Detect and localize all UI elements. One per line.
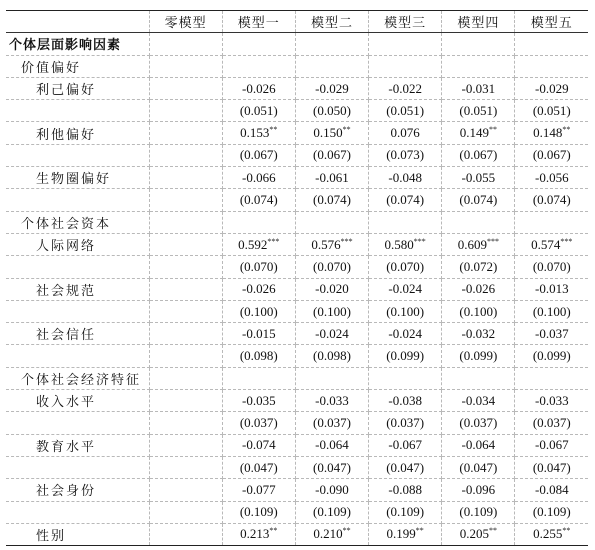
coefficient-value: 0.205 <box>459 526 489 542</box>
coefficient-value: -0.066 <box>241 169 276 185</box>
empty-cell <box>295 55 368 77</box>
empty-cell <box>295 367 368 389</box>
significance-stars: *** <box>413 236 426 246</box>
std-error-row <box>6 100 588 122</box>
coefficient-cell <box>149 167 222 189</box>
std-error-cell: (0.109) <box>369 501 442 523</box>
coefficient-cell <box>149 390 222 412</box>
coefficient-cell <box>222 523 295 545</box>
coefficient-cell <box>149 479 222 501</box>
coefficient-value: 0.199 <box>386 526 416 542</box>
header-corner <box>6 11 149 33</box>
coefficient-cell <box>222 278 295 300</box>
coefficient-cell <box>515 323 588 345</box>
std-error-row <box>6 300 588 322</box>
coefficient-cell <box>222 323 295 345</box>
std-error-cell: (0.070) <box>295 256 368 278</box>
std-error-cell <box>149 256 222 278</box>
coefficient-value: -0.020 <box>315 281 349 297</box>
std-error-cell: (0.070) <box>515 256 588 278</box>
std-error-cell: (0.100) <box>222 300 295 322</box>
significance-stars: ** <box>269 125 278 135</box>
std-error-cell: (0.037) <box>295 412 368 434</box>
coefficient-cell <box>442 122 515 144</box>
coefficient-value: -0.015 <box>241 325 276 341</box>
coefficient-cell <box>515 77 588 99</box>
std-error-row <box>6 256 588 278</box>
coefficient-cell <box>295 167 368 189</box>
empty-cell <box>149 367 222 389</box>
coefficient-value: -0.035 <box>241 392 276 408</box>
empty-label-cell <box>6 189 149 211</box>
coefficient-cell <box>295 523 368 545</box>
coefficient-cell <box>369 523 442 545</box>
significance-stars: ** <box>415 526 424 536</box>
coefficient-row <box>6 323 588 345</box>
variable-label: 社会信任 <box>6 323 149 345</box>
empty-cell <box>295 33 368 55</box>
std-error-cell: (0.070) <box>369 256 442 278</box>
variable-label: 社会规范 <box>6 278 149 300</box>
coefficient-row <box>6 523 588 545</box>
std-error-cell: (0.100) <box>442 300 515 322</box>
coefficient-value: -0.077 <box>241 481 276 497</box>
std-error-cell <box>149 144 222 166</box>
table-body <box>6 33 588 546</box>
coefficient-value: -0.022 <box>388 80 422 96</box>
std-error-cell: (0.109) <box>222 501 295 523</box>
section-row <box>6 211 588 233</box>
coefficient-cell <box>295 390 368 412</box>
coefficient-value: -0.033 <box>315 392 349 408</box>
significance-stars: ** <box>562 125 571 135</box>
std-error-cell: (0.100) <box>515 300 588 322</box>
significance-stars: ** <box>562 526 571 536</box>
coefficient-value: -0.033 <box>534 392 569 408</box>
coefficient-cell <box>515 278 588 300</box>
std-error-cell: (0.051) <box>369 100 442 122</box>
std-error-cell: (0.072) <box>442 256 515 278</box>
coefficient-value: -0.056 <box>534 169 569 185</box>
coefficient-value: 0.153 <box>240 125 270 141</box>
coefficient-value: -0.034 <box>461 392 496 408</box>
coefficient-value: -0.064 <box>315 437 349 453</box>
section-label: 个体社会资本 <box>6 211 149 233</box>
coefficient-value: -0.024 <box>315 325 349 341</box>
coefficient-cell <box>442 233 515 255</box>
variable-label: 利己偏好 <box>6 77 149 99</box>
std-error-cell: (0.098) <box>295 345 368 367</box>
coefficient-value: -0.032 <box>461 325 496 341</box>
coefficient-row <box>6 233 588 255</box>
coefficient-cell <box>222 77 295 99</box>
std-error-cell: (0.100) <box>295 300 368 322</box>
empty-cell <box>515 211 588 233</box>
significance-stars: ** <box>342 125 351 135</box>
coefficient-value: -0.026 <box>241 80 276 96</box>
significance-stars: ** <box>488 526 497 536</box>
std-error-cell: (0.109) <box>295 501 368 523</box>
std-error-row <box>6 345 588 367</box>
coefficient-cell <box>515 167 588 189</box>
coefficient-cell <box>369 77 442 99</box>
std-error-cell: (0.070) <box>222 256 295 278</box>
coefficient-cell <box>369 323 442 345</box>
coefficient-value: -0.074 <box>241 437 276 453</box>
coefficient-value: -0.029 <box>315 80 349 96</box>
std-error-cell: (0.067) <box>442 144 515 166</box>
std-error-cell: (0.047) <box>222 456 295 478</box>
std-error-cell <box>149 100 222 122</box>
empty-cell <box>515 33 588 55</box>
section-row <box>6 367 588 389</box>
std-error-cell: (0.073) <box>369 144 442 166</box>
coefficient-cell <box>295 278 368 300</box>
coefficient-cell <box>369 390 442 412</box>
coefficient-cell <box>369 434 442 456</box>
std-error-cell: (0.047) <box>442 456 515 478</box>
variable-label: 社会身份 <box>6 479 149 501</box>
coefficient-value: -0.055 <box>461 169 496 185</box>
coefficient-value: -0.026 <box>461 281 496 297</box>
empty-cell <box>369 367 442 389</box>
std-error-cell: (0.109) <box>442 501 515 523</box>
coefficient-cell <box>369 479 442 501</box>
coefficient-cell <box>442 390 515 412</box>
std-error-cell: (0.067) <box>295 144 368 166</box>
std-error-cell: (0.100) <box>369 300 442 322</box>
coefficient-value: -0.088 <box>388 481 422 497</box>
coefficient-value: -0.096 <box>461 481 496 497</box>
coefficient-cell <box>295 122 368 144</box>
std-error-cell: (0.037) <box>222 412 295 434</box>
coefficient-row <box>6 122 588 144</box>
coefficient-cell <box>149 278 222 300</box>
empty-cell <box>369 55 442 77</box>
header-null-model: 零模型 <box>149 11 222 33</box>
std-error-cell: (0.099) <box>369 345 442 367</box>
coefficient-value: 0.148 <box>533 125 563 141</box>
coefficient-value: -0.048 <box>388 169 422 185</box>
empty-cell <box>442 55 515 77</box>
coefficient-cell <box>369 122 442 144</box>
coefficient-row <box>6 479 588 501</box>
coefficient-row <box>6 434 588 456</box>
std-error-row <box>6 501 588 523</box>
empty-cell <box>515 367 588 389</box>
empty-cell <box>442 211 515 233</box>
coefficient-value: -0.037 <box>534 325 569 341</box>
coefficient-value: 0.076 <box>390 125 420 141</box>
header-model-4: 模型四 <box>442 11 515 33</box>
std-error-cell <box>149 300 222 322</box>
header-model-5: 模型五 <box>515 11 588 33</box>
coefficient-row <box>6 167 588 189</box>
std-error-row <box>6 456 588 478</box>
std-error-cell: (0.098) <box>222 345 295 367</box>
coefficient-value: -0.029 <box>534 80 569 96</box>
std-error-cell: (0.051) <box>222 100 295 122</box>
std-error-cell: (0.099) <box>515 345 588 367</box>
coefficient-cell <box>295 233 368 255</box>
coefficient-value: 0.255 <box>533 526 563 542</box>
empty-cell <box>515 55 588 77</box>
std-error-cell: (0.074) <box>295 189 368 211</box>
coefficient-cell <box>442 167 515 189</box>
coefficient-cell <box>222 122 295 144</box>
std-error-cell <box>149 345 222 367</box>
coefficient-cell <box>515 122 588 144</box>
empty-label-cell <box>6 345 149 367</box>
empty-label-cell <box>6 412 149 434</box>
coefficient-value: 0.150 <box>313 125 343 141</box>
empty-cell <box>222 211 295 233</box>
empty-label-cell <box>6 100 149 122</box>
header-model-3: 模型三 <box>369 11 442 33</box>
empty-label-cell <box>6 300 149 322</box>
empty-cell <box>222 33 295 55</box>
std-error-cell: (0.047) <box>369 456 442 478</box>
coefficient-value: 0.574 <box>531 236 561 252</box>
coefficient-cell <box>149 434 222 456</box>
empty-cell <box>369 211 442 233</box>
coefficient-value: -0.090 <box>315 481 349 497</box>
header-row <box>6 11 588 33</box>
std-error-cell: (0.074) <box>369 189 442 211</box>
empty-cell <box>369 33 442 55</box>
coefficient-cell <box>369 278 442 300</box>
significance-stars: *** <box>486 236 499 246</box>
coefficient-cell <box>222 233 295 255</box>
std-error-cell: (0.067) <box>515 144 588 166</box>
coefficient-cell <box>149 77 222 99</box>
coefficient-cell <box>222 167 295 189</box>
coefficient-cell <box>369 233 442 255</box>
std-error-cell: (0.051) <box>442 100 515 122</box>
coefficient-value: -0.038 <box>388 392 422 408</box>
std-error-row <box>6 412 588 434</box>
coefficient-value: 0.210 <box>313 526 343 542</box>
coefficient-value: -0.067 <box>534 437 569 453</box>
coefficient-value: -0.064 <box>461 437 496 453</box>
section-label: 个体层面影响因素 <box>6 33 149 55</box>
header-model-2: 模型二 <box>295 11 368 33</box>
coefficient-cell <box>149 233 222 255</box>
regression-table <box>6 10 588 546</box>
significance-stars: *** <box>560 236 573 246</box>
std-error-cell: (0.047) <box>295 456 368 478</box>
coefficient-cell <box>295 323 368 345</box>
section-label: 价值偏好 <box>6 55 149 77</box>
coefficient-value: -0.061 <box>315 169 349 185</box>
std-error-cell: (0.037) <box>515 412 588 434</box>
std-error-cell <box>149 189 222 211</box>
coefficient-value: -0.031 <box>461 80 496 96</box>
std-error-row <box>6 144 588 166</box>
empty-cell <box>295 211 368 233</box>
std-error-cell: (0.037) <box>369 412 442 434</box>
significance-stars: ** <box>269 526 278 536</box>
section-row <box>6 55 588 77</box>
coefficient-cell <box>295 479 368 501</box>
std-error-cell <box>149 412 222 434</box>
regression-table-container <box>6 10 588 546</box>
coefficient-cell <box>369 167 442 189</box>
significance-stars: *** <box>340 236 353 246</box>
variable-label: 利他偏好 <box>6 122 149 144</box>
std-error-cell <box>149 456 222 478</box>
coefficient-value: -0.013 <box>534 281 569 297</box>
std-error-cell: (0.074) <box>442 189 515 211</box>
std-error-cell: (0.067) <box>222 144 295 166</box>
coefficient-cell <box>442 77 515 99</box>
empty-label-cell <box>6 144 149 166</box>
coefficient-cell <box>442 323 515 345</box>
coefficient-cell <box>222 479 295 501</box>
coefficient-cell <box>442 434 515 456</box>
coefficient-cell <box>442 479 515 501</box>
std-error-cell: (0.050) <box>295 100 368 122</box>
std-error-cell: (0.074) <box>222 189 295 211</box>
significance-stars: *** <box>267 236 280 246</box>
variable-label: 性别 <box>6 523 149 545</box>
coefficient-cell <box>149 122 222 144</box>
empty-cell <box>149 33 222 55</box>
coefficient-value: 0.609 <box>457 236 487 252</box>
coefficient-value: -0.026 <box>241 281 276 297</box>
empty-cell <box>149 55 222 77</box>
section-label: 个体社会经济特征 <box>6 367 149 389</box>
coefficient-value: 0.213 <box>240 526 270 542</box>
variable-label: 教育水平 <box>6 434 149 456</box>
empty-cell <box>222 367 295 389</box>
empty-cell <box>149 211 222 233</box>
coefficient-value: -0.084 <box>534 481 569 497</box>
coefficient-value: -0.024 <box>388 281 422 297</box>
header-model-1: 模型一 <box>222 11 295 33</box>
variable-label: 收入水平 <box>6 390 149 412</box>
significance-stars: ** <box>488 125 497 135</box>
coefficient-cell <box>149 323 222 345</box>
empty-cell <box>222 55 295 77</box>
std-error-cell: (0.047) <box>515 456 588 478</box>
coefficient-cell <box>222 390 295 412</box>
std-error-cell: (0.099) <box>442 345 515 367</box>
std-error-cell: (0.109) <box>515 501 588 523</box>
coefficient-value: 0.149 <box>459 125 489 141</box>
empty-label-cell <box>6 456 149 478</box>
section-row <box>6 33 588 55</box>
empty-label-cell <box>6 501 149 523</box>
coefficient-cell <box>515 479 588 501</box>
coefficient-value: -0.024 <box>388 325 422 341</box>
empty-cell <box>442 367 515 389</box>
empty-label-cell <box>6 256 149 278</box>
significance-stars: ** <box>342 526 351 536</box>
coefficient-row <box>6 77 588 99</box>
coefficient-value: 0.576 <box>311 236 341 252</box>
coefficient-cell <box>295 434 368 456</box>
coefficient-cell <box>295 77 368 99</box>
coefficient-row <box>6 390 588 412</box>
coefficient-cell <box>442 278 515 300</box>
std-error-cell: (0.074) <box>515 189 588 211</box>
coefficient-cell <box>515 233 588 255</box>
std-error-cell <box>149 501 222 523</box>
std-error-row <box>6 189 588 211</box>
coefficient-value: 0.592 <box>238 236 268 252</box>
coefficient-cell <box>515 523 588 545</box>
coefficient-row <box>6 278 588 300</box>
variable-label: 人际网络 <box>6 233 149 255</box>
coefficient-cell <box>149 523 222 545</box>
variable-label: 生物圈偏好 <box>6 167 149 189</box>
empty-cell <box>442 33 515 55</box>
coefficient-value: -0.067 <box>388 437 422 453</box>
coefficient-cell <box>515 390 588 412</box>
coefficient-cell <box>515 434 588 456</box>
std-error-cell: (0.037) <box>442 412 515 434</box>
coefficient-value: 0.580 <box>384 236 414 252</box>
std-error-cell: (0.051) <box>515 100 588 122</box>
coefficient-cell <box>222 434 295 456</box>
coefficient-cell <box>442 523 515 545</box>
